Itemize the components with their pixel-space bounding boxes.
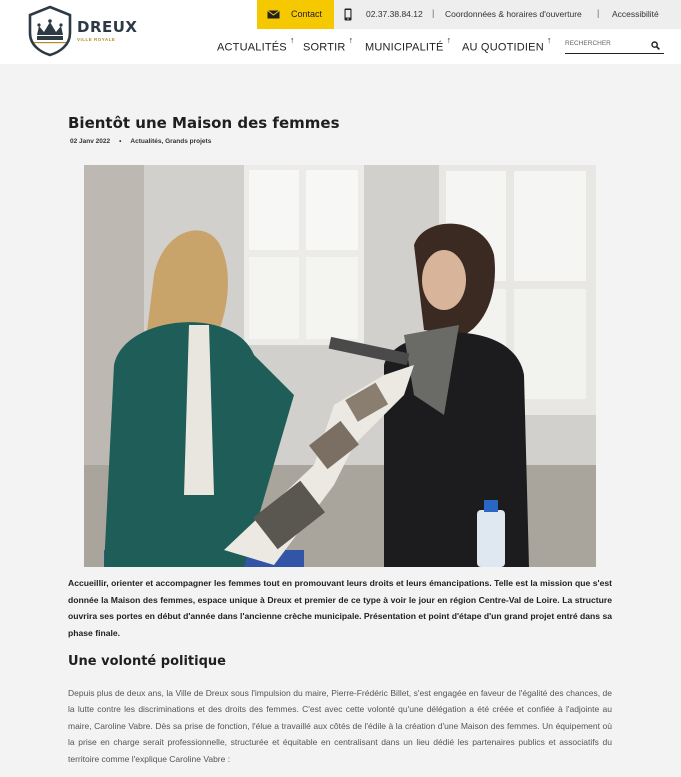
contact-button[interactable] [257,0,334,29]
nav-arrow-icon: ↑ [546,35,552,45]
accessibility-link[interactable]: Accessibilité [612,9,659,19]
logo-title: DREUX [77,18,138,36]
nav-item-au-quotidien[interactable] [462,35,552,54]
logo-wordmark [77,20,138,42]
article-meta [70,138,211,145]
article-photo [84,165,596,567]
article-categories[interactable]: Actualités, Grands projets [130,138,212,145]
search-input[interactable] [565,40,645,47]
nav-label: ACTUALITÉS [217,41,287,54]
nav-label: MUNICIPALITÉ [365,41,444,54]
section-title: Une volonté politique [68,654,226,669]
envelope-icon [267,10,280,19]
article-photo-illustration [84,165,596,567]
nav-label: AU QUOTIDIEN [462,41,544,54]
topbar-separator: | [597,8,600,18]
meta-bullet: • [119,138,122,145]
magnifier-icon[interactable] [651,41,660,50]
hours-link[interactable]: Coordonnées & horaires d'ouverture [445,9,582,19]
nav-label: SORTIR [303,41,346,54]
contact-label: Contact [291,9,323,19]
nav-item-actualites[interactable] [217,35,295,54]
nav-arrow-icon: ↑ [348,35,354,45]
mobile-phone-icon [344,8,352,21]
site-header [0,0,681,64]
nav-arrow-icon: ↑ [289,35,295,45]
nav-item-municipalite[interactable] [365,35,452,54]
crown-shield-icon [26,5,74,57]
phone-link[interactable]: 02.37.38.84.12 [366,9,423,19]
topbar-separator: | [432,8,435,18]
article-date: 02 Janv 2022 [70,138,111,145]
nav-item-sortir[interactable] [303,35,354,54]
logo-subtitle: VILLE ROYALE [77,37,116,42]
article-title: Bientôt une Maison des femmes [68,114,340,132]
utility-bar [257,0,681,29]
article-paragraph: Depuis plus de deux ans, la Ville de Dreux sous l'impulsion du maire, Pierre-Frédéric Billet, s'est engagée en faveur de l'égalité des chances, de la lutte contre les discriminations et des droits des femmes. C'est avec cette volonté qu'une délégation a été créée et confiée à l'adjointe au maire, Caroline Vabre. Dès sa prise de fonction, l'élue a travaillé aux côtés de l'édile à la création d'une Maison des femmes. Un équipement où la prise en charge serait professionnelle, structurée et équitable en centralisant dans un lieu dédié les partenaires publics et associatifs du territoire comme l'explique Caroline Vabre : [68,688,612,764]
search-box [565,38,664,54]
article-lead: Accueillir, orienter et accompagner les femmes tout en promouvant leurs droits et leurs émancipations. Telle est la mission que s'est donnée la Maison des femmes, espace unique à Dreux et premier de ce type à voir le jour en région Centre-Val de Loire. La structure ouvrira ses portes en début d'année dans l'ancienne crèche municipale. Présentation et point d'étape d'un grand projet entré dans sa phase finale. [68,578,612,638]
nav-arrow-icon: ↑ [446,35,452,45]
